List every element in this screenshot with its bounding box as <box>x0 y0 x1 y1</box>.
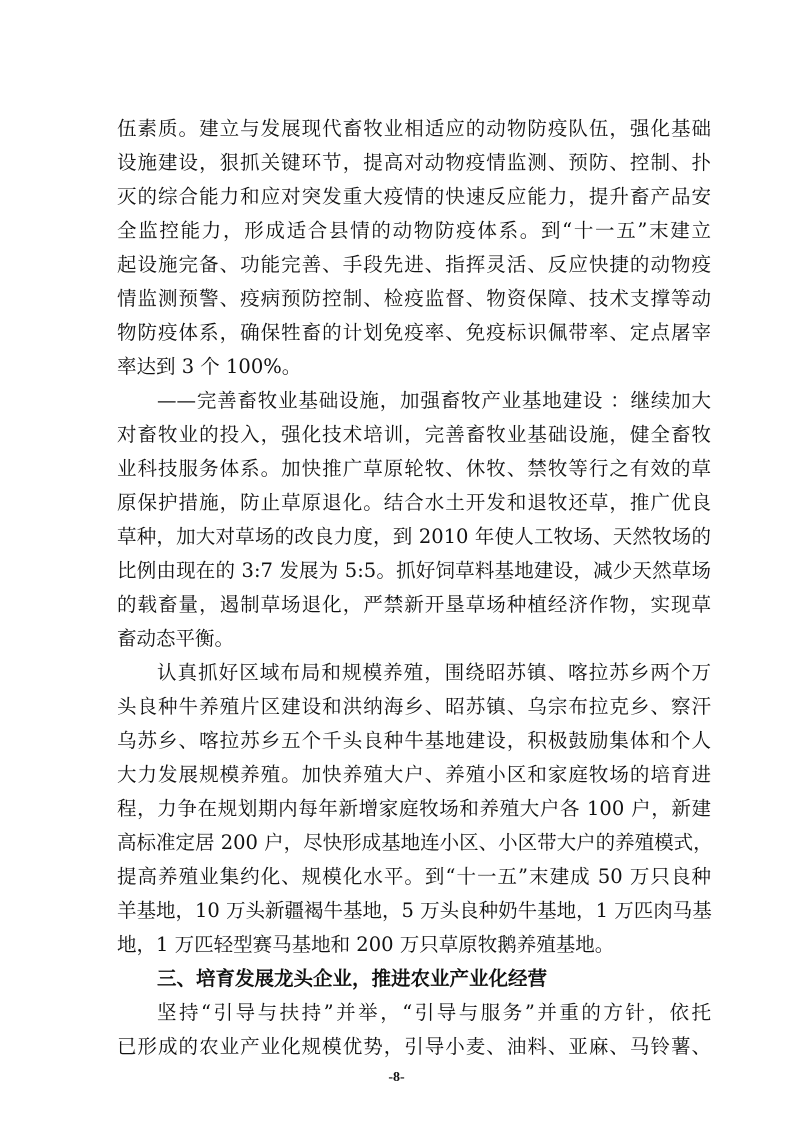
text-line: 高标准定居 200 户，尽快形成基地连小区、小区带大户的养殖模式， <box>117 831 713 854</box>
text-line: 已形成的农业产业化规模优势，引导小麦、油料、亚麻、马铃薯、 <box>117 1035 711 1058</box>
text-line: 乌苏乡、喀拉苏乡五个千头良种牛基地建设，积极鼓励集体和个人 <box>117 729 711 752</box>
text-line: 畜动态平衡。 <box>117 627 235 650</box>
text-line: 业科技服务体系。加快推广草原轮牧、休牧、禁牧等行之有效的草 <box>117 457 711 480</box>
text-line: 率达到 3 个 100%。 <box>117 355 302 378</box>
page-number: -8- <box>388 1070 405 1085</box>
text-line: 对畜牧业的投入，强化技术培训，完善畜牧业基础设施，健全畜牧 <box>117 423 711 446</box>
text-line: 认真抓好区域布局和规模养殖，围绕昭苏镇、喀拉苏乡两个万 <box>157 661 711 684</box>
text-line: 的载畜量，遏制草场退化，严禁新开垦草场种植经济作物，实现草 <box>117 593 711 616</box>
text-line: 伍素质。建立与发展现代畜牧业相适应的动物防疫队伍，强化基础 <box>117 117 711 140</box>
text-line: 起设施完备、功能完善、手段先进、指挥灵活、反应快捷的动物疫 <box>117 253 711 276</box>
text-line: 灭的综合能力和应对突发重大疫情的快速反应能力，提升畜产品安 <box>117 185 711 208</box>
text-line: 情监测预警、疫病预防控制、检疫监督、物资保障、技术支撑等动 <box>117 287 711 310</box>
text-line: 大力发展规模养殖。加快养殖大户、养殖小区和家庭牧场的培育进 <box>117 763 711 786</box>
section-heading: 三、培育发展龙头企业，推进农业产业化经营 <box>157 967 548 990</box>
text-line: 坚持“引导与扶持”并举，“引导与服务”并重的方针，依托 <box>157 1001 711 1024</box>
text-line: 羊基地，10 万头新疆褐牛基地，5 万头良种奶牛基地，1 万匹肉马基 <box>117 899 712 922</box>
text-line: 程，力争在规划期内每年新增家庭牧场和养殖大户各 100 户，新建 <box>117 797 711 820</box>
text-line: 原保护措施，防止草原退化。结合水土开发和退牧还草，推广优良 <box>117 491 711 514</box>
text-line: 地，1 万匹轻型赛马基地和 200 万只草原牧鹅养殖基地。 <box>117 933 615 956</box>
text-line: 头良种牛养殖片区建设和洪纳海乡、昭苏镇、乌宗布拉克乡、察汗 <box>117 695 711 718</box>
text-line: 设施建设，狠抓关键环节，提高对动物疫情监测、预防、控制、扑 <box>117 151 711 174</box>
text-line: 草种，加大对草场的改良力度，到 2010 年使人工牧场、天然牧场的 <box>117 525 711 548</box>
text-line: 全监控能力，形成适合县情的动物防疫体系。到“十一五”末建立 <box>117 219 711 242</box>
text-line: 提高养殖业集约化、规模化水平。到“十一五”末建成 50 万只良种 <box>117 865 711 888</box>
text-line: ——完善畜牧业基础设施，加强畜牧产业基地建设 ：继续加大 <box>157 389 711 412</box>
text-line: 比例由现在的 3:7 发展为 5:5。抓好饲草料基地建设，减少天然草场 <box>117 559 711 582</box>
text-line: 物防疫体系，确保牲畜的计划免疫率、免疫标识佩带率、定点屠宰 <box>117 321 711 344</box>
